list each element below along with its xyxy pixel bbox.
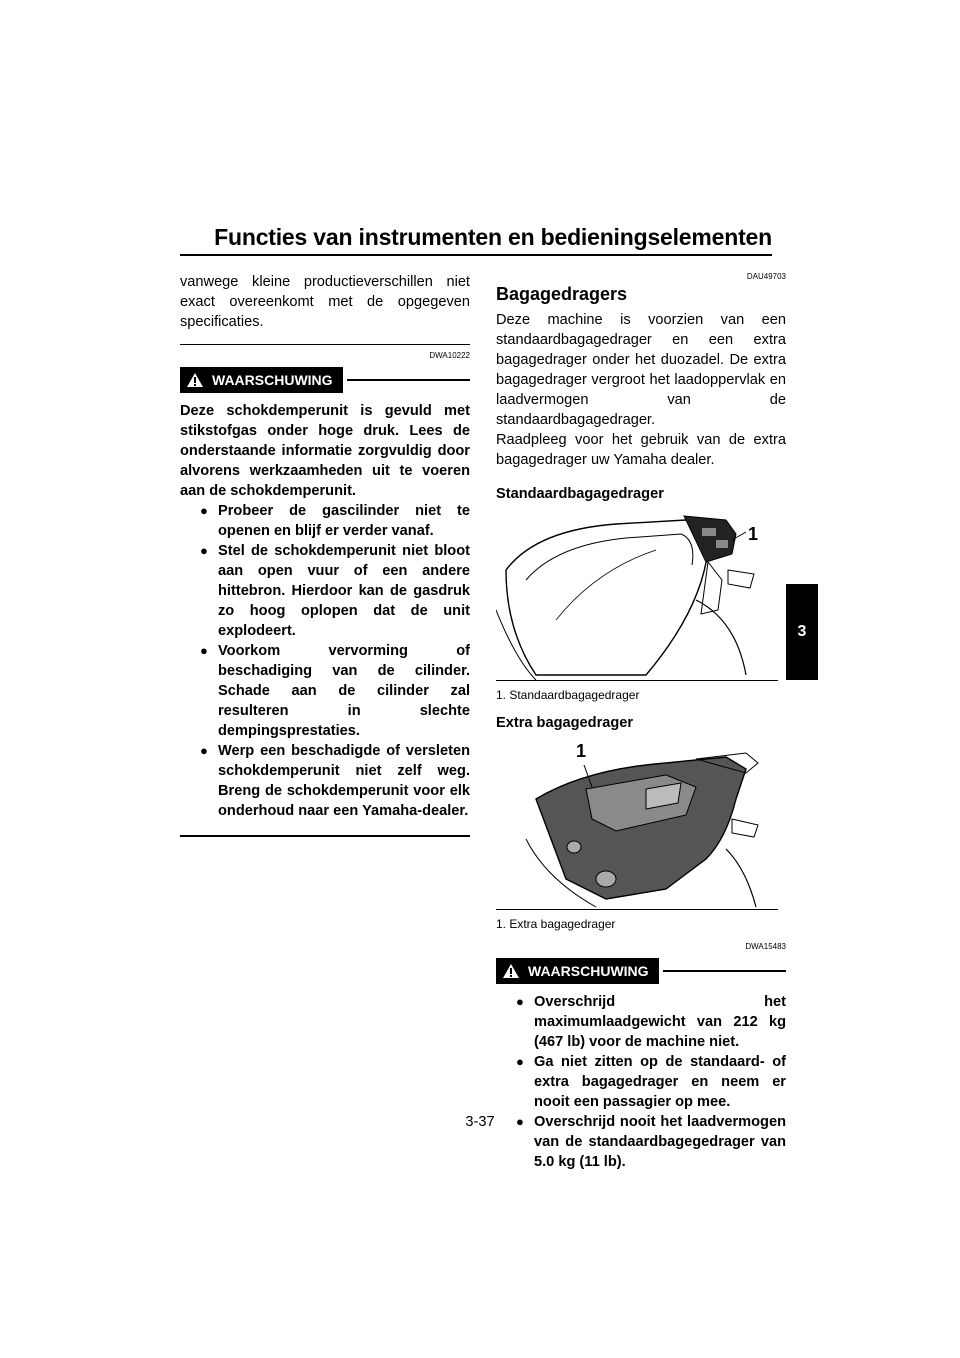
warning-code: DWA10222 xyxy=(429,351,470,360)
header-rule xyxy=(180,254,772,256)
figure-caption-extra: 1. Extra bagagedrager xyxy=(496,917,616,931)
right-column xyxy=(496,272,786,1186)
list-item: ● Overschrijd nooit het laadvermogen van de standaardbagegedrager van 5.0 kg (11 lb). xyxy=(516,1112,786,1172)
warning-code: DWA15483 xyxy=(745,942,786,951)
figure-extra-luggage-carrier xyxy=(496,739,778,910)
extra-luggage-carrier-illustration xyxy=(496,739,778,909)
warning-banner xyxy=(496,958,786,984)
figure-callout-1: 1 xyxy=(576,741,587,761)
standard-luggage-carrier-illustration xyxy=(496,510,778,680)
warning-bullets xyxy=(180,501,470,821)
figure-caption-standard: 1. Standaardbagagedrager xyxy=(496,688,640,702)
chapter-tab: 3 xyxy=(786,584,818,680)
section-paragraph: Deze machine is voorzien van een standaardbagagedrager en een extra bagagedrager onder het duozadel. De extra bagagedrager vergroot het laadoppervlak en laadvermogen van de standaardbagagedrager. xyxy=(496,312,786,428)
page-number: 3-37 xyxy=(465,1114,495,1130)
section-code: DAU49703 xyxy=(746,272,786,281)
page-header-title: Functies van instrumenten en bedieningselementen xyxy=(214,224,772,250)
section-paragraph: Raadpleeg voor het gebruik van de extra bagagedrager uw Yamaha dealer. xyxy=(496,432,786,468)
warning-banner xyxy=(180,367,470,393)
warning-label: WAARSCHUWING xyxy=(528,963,649,979)
figure-title-standard: Standaardbagagedrager xyxy=(496,486,664,502)
list-item: ● Ga niet zitten op de standaard- of extra bagagedrager en neem er nooit een passagier op mee. xyxy=(516,1052,786,1112)
warning-bullets xyxy=(496,992,786,1172)
warning-triangle-icon xyxy=(186,372,204,388)
section-title: Bagagedragers xyxy=(496,284,628,304)
warning-text: Deze schokdemperunit is gevuld met stikstofgas onder hoge druk. Lees de onderstaande informatie zorgvuldig door alvorens werkzaamheden uit te voeren aan de schokdemperunit. xyxy=(180,403,470,499)
list-item: ● Overschrijd het maximumlaadgewicht van 212 kg (467 lb) voor de machine niet. xyxy=(516,992,786,1052)
list-item: ● Werp een beschadigde of versleten schokdemperunit niet zelf weg. Breng de schokdemperunit voor elk onderhoud naar een Yamaha-dealer. xyxy=(200,741,470,821)
list-item: ● Probeer de gascilinder niet te openen en blijf er verder vanaf. xyxy=(200,501,470,541)
warning-triangle-icon xyxy=(502,963,520,979)
figure-callout-1: 1 xyxy=(748,524,759,544)
warning-box-luggage xyxy=(496,942,786,1186)
warning-box-shock-absorber xyxy=(180,344,470,837)
warning-label: WAARSCHUWING xyxy=(212,372,333,388)
left-column xyxy=(180,272,470,837)
list-item: ● Stel de schokdemperunit niet bloot aan open vuur of een andere hittebron. Hierdoor kan de gasdruk zo hoog oplopen dat de unit explodeert. xyxy=(200,541,470,641)
figure-title-extra: Extra bagagedrager xyxy=(496,715,634,731)
list-item: ● Voorkom vervorming of beschadiging van de cilinder. Schade aan de cilinder zal resulteren in slechte dempingsprestaties. xyxy=(200,641,470,741)
figure-standard-luggage-carrier xyxy=(496,510,778,681)
intro-paragraph: vanwege kleine productieverschillen niet exact overeenkomt met de opgegeven specificaties. xyxy=(180,274,470,330)
